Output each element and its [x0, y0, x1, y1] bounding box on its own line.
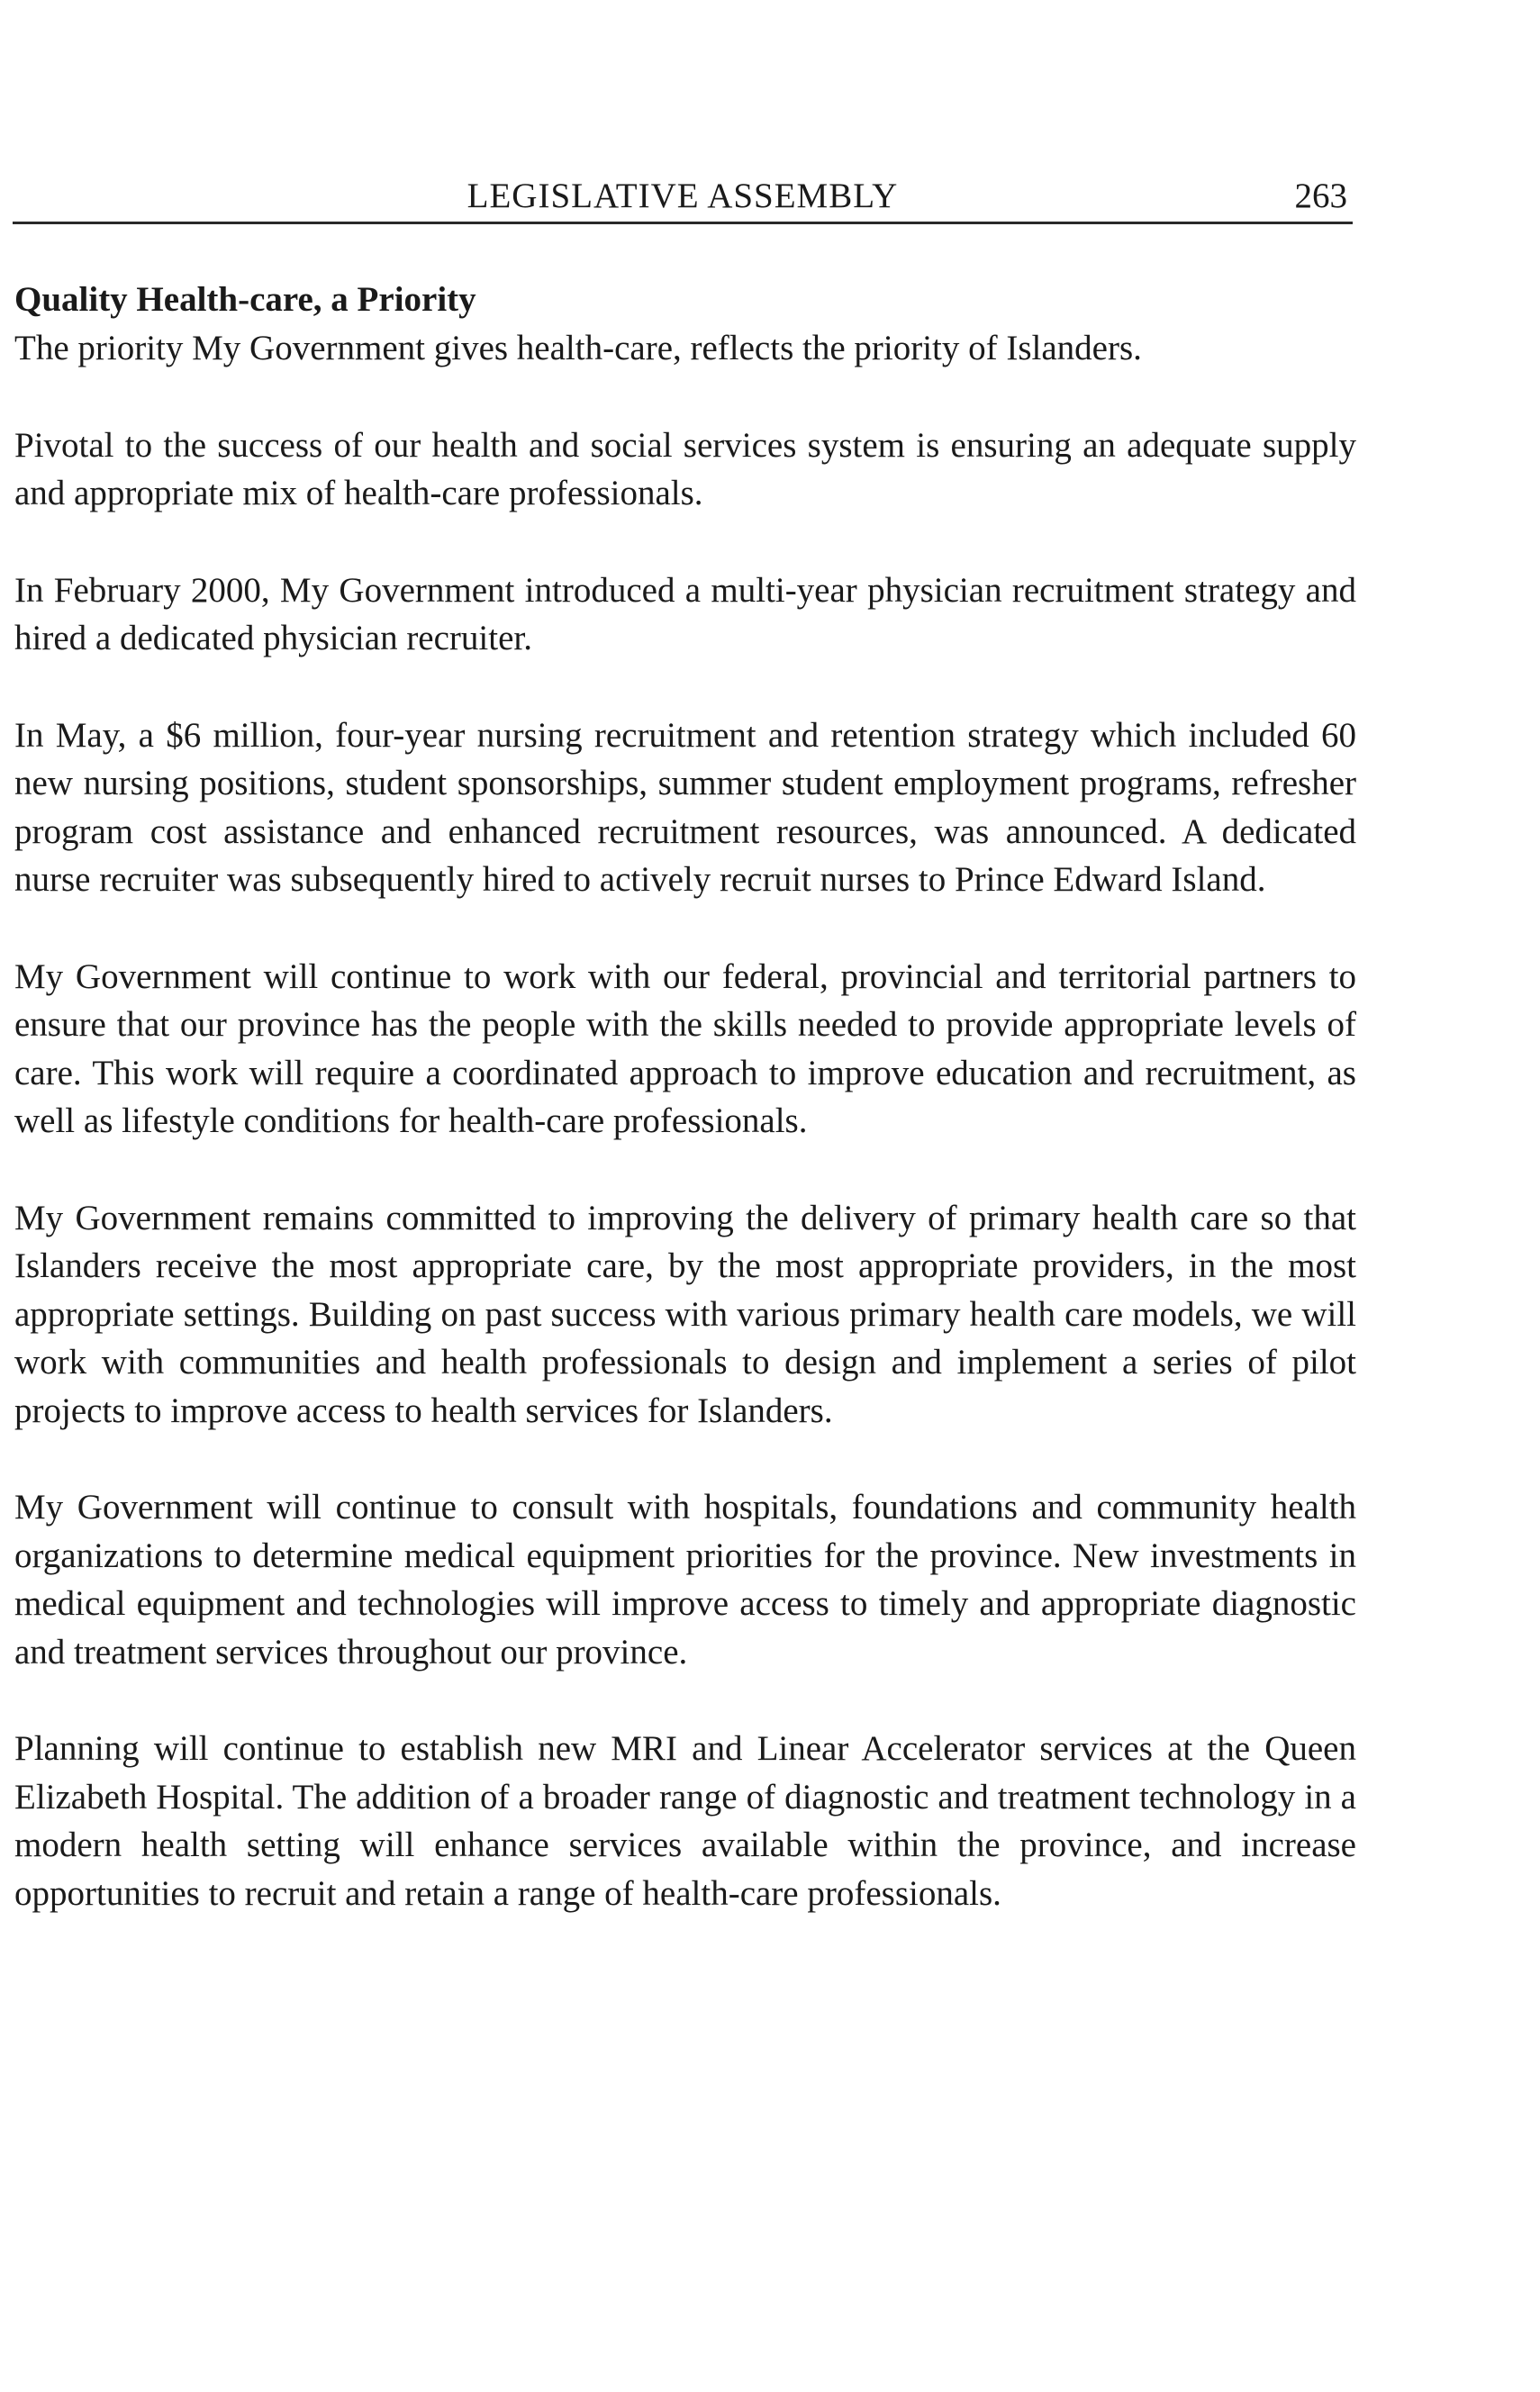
- paragraph-8: Planning will continue to establish new MRI and Linear Accelerator services at the Queen Elizabeth Hospital. The addition of a broader range of diagnostic and treatment technology in a modern health setting will enhance services available within the province, and increase opportunities to recruit and retain a range of health-care professionals.: [14, 1729, 1356, 1913]
- page-number: 263: [1294, 177, 1347, 215]
- running-title: LEGISLATIVE ASSEMBLY: [467, 177, 899, 215]
- paragraph-5: My Government will continue to work with our federal, provincial and territorial partners to ensure that our province has the people with the skills needed to provide appropriate levels of care. This work will require a coordinated approach to improve education and recruitment, as well as lifestyle conditions for health-care professionals.: [14, 956, 1356, 1140]
- section-heading: Quality Health-care, a Priority: [14, 280, 476, 319]
- paragraph-4: In May, a $6 million, four-year nursing recruitment and retention strategy which included 60 new nursing positions, student sponsorships, summer student employment programs, refresher program cost assistance and enhanced recruitment resources, was announced. A dedicated nurse recruiter was subsequently hired to actively recruit nurses to Prince Edward Island.: [14, 715, 1356, 899]
- paragraph-1: The priority My Government gives health-care, reflects the priority of Islanders.: [14, 329, 1142, 367]
- paragraph-3: In February 2000, My Government introduced a multi-year physician recruitment strategy and hired a dedicated physician recruiter.: [14, 570, 1356, 657]
- paragraph-6: My Government remains committed to improving the delivery of primary health care so that Islanders receive the most appropriate care, by the most appropriate providers, in the most appropriate settings. Building on past success with various primary health care models, we will work with communities and health professionals to design and implement a series of pilot projects to improve access to health services for Islanders.: [14, 1198, 1356, 1430]
- section-body: [14, 276, 1356, 1966]
- paragraph-2: Pivotal to the success of our health and social services system is ensuring an adequate supply and appropriate mix of health-care professionals.: [14, 425, 1356, 512]
- paragraph-7: My Government will continue to consult with hospitals, foundations and community health organizations to determine medical equipment priorities for the province. New investments in medical equipment and technologies will improve access to timely and appropriate diagnostic and treatment services throughout our province.: [14, 1488, 1356, 1672]
- running-header: [13, 171, 1353, 224]
